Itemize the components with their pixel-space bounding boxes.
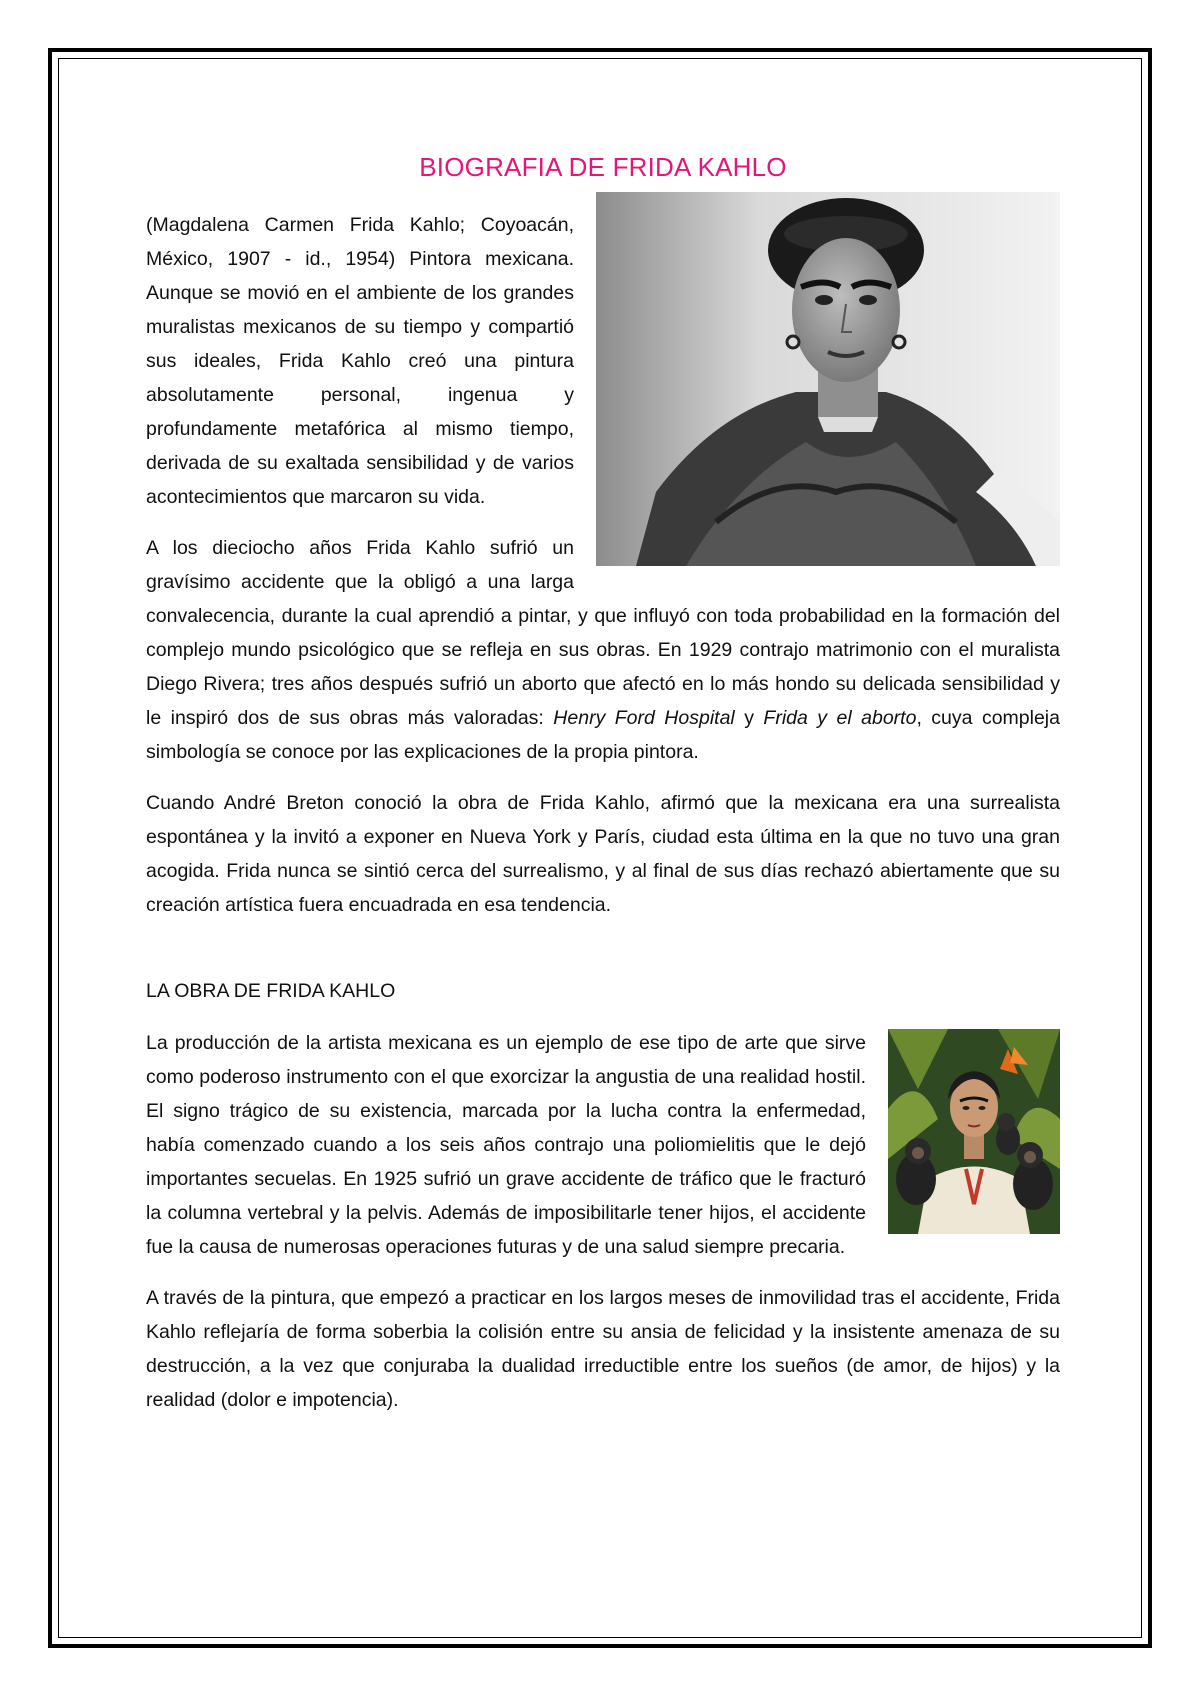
portrait-photo-svg xyxy=(596,192,1060,566)
work-title-henry-ford-hospital: Henry Ford Hospital xyxy=(553,707,735,729)
portrait-photo xyxy=(596,192,1060,566)
page-title: BIOGRAFIA DE FRIDA KAHLO xyxy=(419,152,787,182)
bio-paragraph-2 xyxy=(146,531,1060,769)
painting-image xyxy=(888,1029,1060,1234)
work-title-frida-y-el-aborto: Frida y el aborto xyxy=(763,707,917,729)
painting-image-svg xyxy=(888,1029,1060,1234)
bio-paragraph-2-text-b: , cuya compleja simbología se conoce por las explicaciones de la propia pintora. xyxy=(146,707,1060,763)
bio-paragraph-1: (Magdalena Carmen Frida Kahlo; Coyoacán, México, 1907 - id., 1954) Pintora mexicana. Aunque se movió en el ambiente de los grandes muralistas mexicanos de su tiempo y compartió sus ideales, Frida Kahlo creó una pintura absolutamente personal, ingenua y profundamente metafórica al mismo tiempo, derivada de su exaltada sensibilidad y de varios acontecimientos que marcaron su vida. xyxy=(146,214,574,508)
document-body xyxy=(146,150,1060,1434)
obra-paragraph-1: La producción de la artista mexicana es un ejemplo de ese tipo de arte que sirve como poderoso instrumento con el que exorcizar la angustia de una realidad hostil. El signo trágico de su existencia, marcada por la lucha contra la enfermedad, había comenzado cuando a los seis años contrajo una poliomielitis que le dejó importantes secuelas. En 1925 sufrió un grave accidente de tráfico que le fracturó la columna vertebral y la pelvis. Además de imposibilitarle tener hijos, el accidente fue la causa de numerosas operaciones futuras y de una salud siempre precaria. xyxy=(146,1032,866,1258)
bio-paragraph-3: Cuando André Breton conoció la obra de Frida Kahlo, afirmó que la mexicana era una surrealista espontánea y la invitó a exponer en Nueva York y París, ciudad esta última en la que no tuvo una gran acogida. Frida nunca se sintió cerca del surrealismo, y al final de sus días rechazó abiertamente que su creación artística fuera encuadrada en esa tendencia. xyxy=(146,792,1060,916)
bio-paragraph-2-conjunction: y xyxy=(734,707,764,729)
bio-paragraph-2-text-a: A los dieciocho años Frida Kahlo sufrió un gravísimo accidente que la obligó a una larga convalecencia, durante la cual aprendió a pintar, y que influyó con toda probabilidad en la formación del complejo mundo psicológico que se refleja en sus obras. En 1929 contrajo matrimonio con el muralista Diego Rivera; tres años después sufrió un aborto que afectó en lo más hondo su delicada sensibilidad y le inspiró dos de sus obras más valoradas: xyxy=(146,537,1060,729)
obra-paragraph-2: A través de la pintura, que empezó a practicar en los largos meses de inmovilidad tras el accidente, Frida Kahlo reflejaría de forma soberbia la colisión entre su ansia de felicidad y la insistente amenaza de su destrucción, a la vez que conjuraba la dualidad irreductible entre los sueños (de amor, de hijos) y la realidad (dolor e impotencia). xyxy=(146,1287,1060,1411)
section-heading-obra: LA OBRA DE FRIDA KAHLO xyxy=(146,980,396,1002)
